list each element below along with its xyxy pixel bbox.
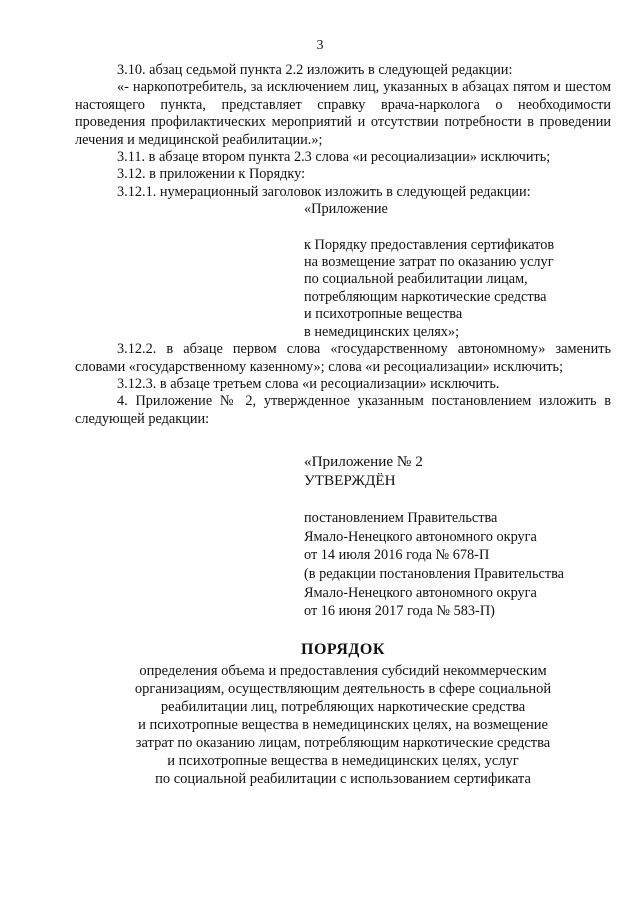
- order-subtitle-line: и психотропные вещества в немедицинских целях, услуг: [167, 753, 519, 770]
- order-subtitle-line: затрат по оказанию лицам, потребляющим наркотические средства: [135, 735, 551, 752]
- appendix-title: «Приложение: [304, 201, 388, 218]
- paragraph-3-12: 3.12. в приложении к Порядку:: [117, 166, 306, 183]
- order-subtitle-line: организациям, осуществляющим деятельность в сфере социальной: [134, 681, 552, 698]
- order-subtitle-line: и психотропные вещества в немедицинских целях, на возмещение: [138, 717, 548, 734]
- appendix-line: к Порядку предоставления сертификатов: [304, 236, 555, 253]
- spacer: [75, 621, 611, 641]
- paragraph-3-11: 3.11. в абзаце втором пункта 2.3 слова «и ресоциализации» исключить;: [117, 149, 551, 166]
- spacer: [75, 428, 611, 452]
- approval-line: (в редакции постановления Правительства: [304, 565, 565, 582]
- appendix-2-label: «Приложение № 2: [304, 453, 423, 471]
- approval-line: Ямало-Ненецкого автономного округа: [304, 528, 537, 545]
- spacer: [75, 490, 611, 509]
- spacer: [75, 219, 611, 237]
- paragraph-3-12-1: 3.12.1. нумерационный заголовок изложить в следующей редакции:: [117, 183, 531, 200]
- paragraph-3-10: 3.10. абзац седьмой пункта 2.2 изложить в следующей редакции:: [117, 62, 513, 78]
- appendix-line: потребляющим наркотические средства: [304, 288, 547, 305]
- paragraph-quote-narcotics-user: «- наркопотребитель, за исключением лиц, указанных в абзацах пятом и шестом настоящего пункта, представляет справку врача-нарколога о необходимости проведения профилактических мероприятий и отсутствии потребности в проведении лечения и медицинской реабилитации.»;: [75, 79, 611, 148]
- paragraph-3-12-3: 3.12.3. в абзаце третьем слова «и ресоциализации» исключить.: [117, 375, 500, 392]
- approval-line: постановлением Правительства: [304, 510, 498, 527]
- order-subtitle-line: определения объема и предоставления субсидий некоммерческим: [139, 663, 547, 680]
- order-title: ПОРЯДОК: [301, 640, 385, 658]
- appendix-line: по социальной реабилитации лицам,: [304, 271, 528, 288]
- document-body: [75, 62, 611, 788]
- paragraph-4: 4. Приложение № 2, утвержденное указанным постановлением изложить в следующей редакции:: [75, 393, 611, 427]
- appendix-line: в немедицинских целях»;: [304, 323, 460, 340]
- appendix-line: и психотропные вещества: [304, 306, 463, 323]
- order-subtitle-line: реабилитации лиц, потребляющих наркотические средства: [160, 699, 526, 716]
- order-subtitle-line: по социальной реабилитации с использованием сертификата: [155, 771, 531, 788]
- approval-line: от 16 июня 2017 года № 583-П): [304, 603, 495, 620]
- appendix-line: на возмещение затрат по оказанию услуг: [304, 254, 554, 271]
- approved-label: УТВЕРЖДЁН: [304, 472, 396, 490]
- approval-line: от 14 июля 2016 года № 678-П: [304, 547, 490, 564]
- page-number: 3: [316, 38, 324, 53]
- approval-line: Ямало-Ненецкого автономного округа: [304, 584, 537, 601]
- paragraph-3-12-2: 3.12.2. в абзаце первом слова «государственному автономному» заменить словами «государственному казенному»; слова «и ресоциализации» исключить;: [75, 341, 611, 375]
